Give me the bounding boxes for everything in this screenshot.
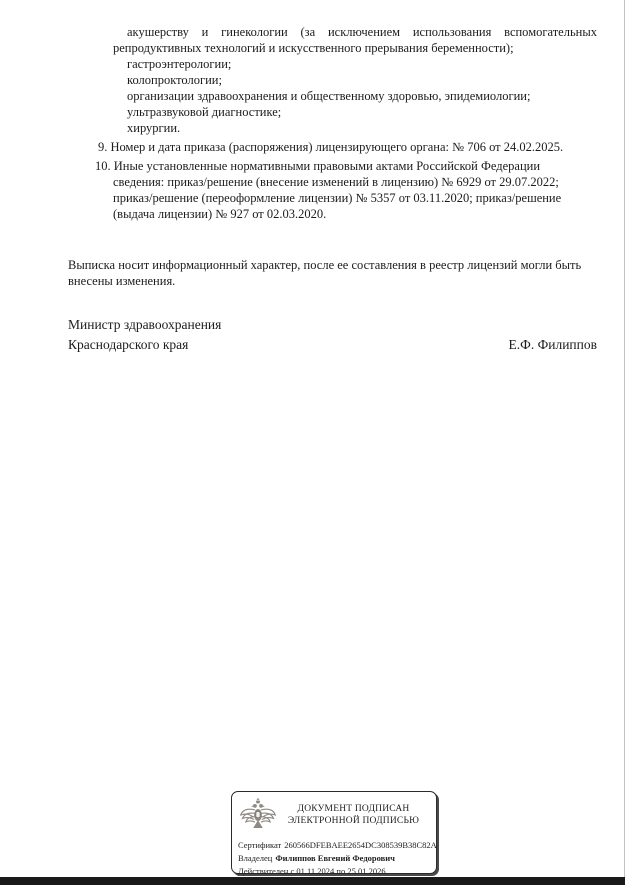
stamp-header	[238, 797, 430, 833]
item-9-order-number: 9. Номер и дата приказа (распоряжения) лицензирующего органа: № 706 от 24.02.2025.	[98, 140, 564, 154]
signer-position-line: Краснодарского края	[68, 337, 189, 352]
specialty-paragraph-line: репродуктивных технологий и искусственного прерывания беременности);	[113, 41, 514, 55]
item-10-other-info-line: 10. Иные установленные нормативными правовыми актами Российской Федерации	[95, 159, 541, 173]
item-10-other-info-line: сведения: приказ/решение (внесение изменений в лицензию) № 6929 от 29.07.2022;	[113, 175, 559, 189]
owner-name: Филиппов Евгений Федорович	[275, 853, 395, 863]
specialty-list-item: ультразвуковой диагностике;	[127, 105, 282, 119]
informational-note-line: внесены изменения.	[68, 274, 176, 288]
owner-row	[238, 852, 430, 865]
certificate-row	[238, 839, 437, 852]
document-body	[0, 0, 625, 355]
specialty-paragraph-line: акушерству и гинекологии (за исключением использования вспомогательных	[127, 25, 597, 39]
signer-name: Е.Ф. Филиппов	[508, 337, 597, 352]
specialty-list-item: хирургии.	[127, 121, 181, 135]
specialty-list-item: гастроэнтерологии;	[127, 57, 232, 71]
certificate-value: 260566DFEBAEE2654DC308539B38C82A	[284, 840, 437, 850]
signature-row	[68, 335, 597, 355]
signer-position-line: Министр здравоохранения	[68, 317, 222, 332]
stamp-info	[238, 839, 437, 878]
stamp-title	[277, 803, 430, 827]
certificate-label: Сертификат	[238, 840, 282, 850]
specialty-list-item: организации здравоохранения и общественному здоровью, эпидемиологии;	[127, 89, 531, 103]
item-10-other-info-line: (выдача лицензии) № 927 от 02.03.2020.	[113, 207, 327, 221]
signature-stamp	[231, 791, 437, 874]
stamp-title-line: ДОКУМЕНТ ПОДПИСАН	[297, 804, 410, 814]
item-10-other-info-line: приказ/решение (переоформление лицензии) № 5357 от 03.11.2020; приказ/решение	[113, 191, 562, 205]
stamp-title-line: ЭЛЕКТРОННОЙ ПОДПИСЬЮ	[287, 816, 420, 826]
owner-label: Владелец	[238, 853, 273, 863]
double-headed-eagle-icon	[239, 797, 277, 833]
specialty-list-item: колопроктологии;	[127, 73, 222, 87]
informational-note-line: Выписка носит информационный характер, после ее составления в реестр лицензий могли быть	[68, 258, 582, 272]
validity-row: Действителен с 01.11.2024 по 25.01.2026	[238, 866, 386, 876]
page-bottom-edge	[0, 877, 625, 885]
